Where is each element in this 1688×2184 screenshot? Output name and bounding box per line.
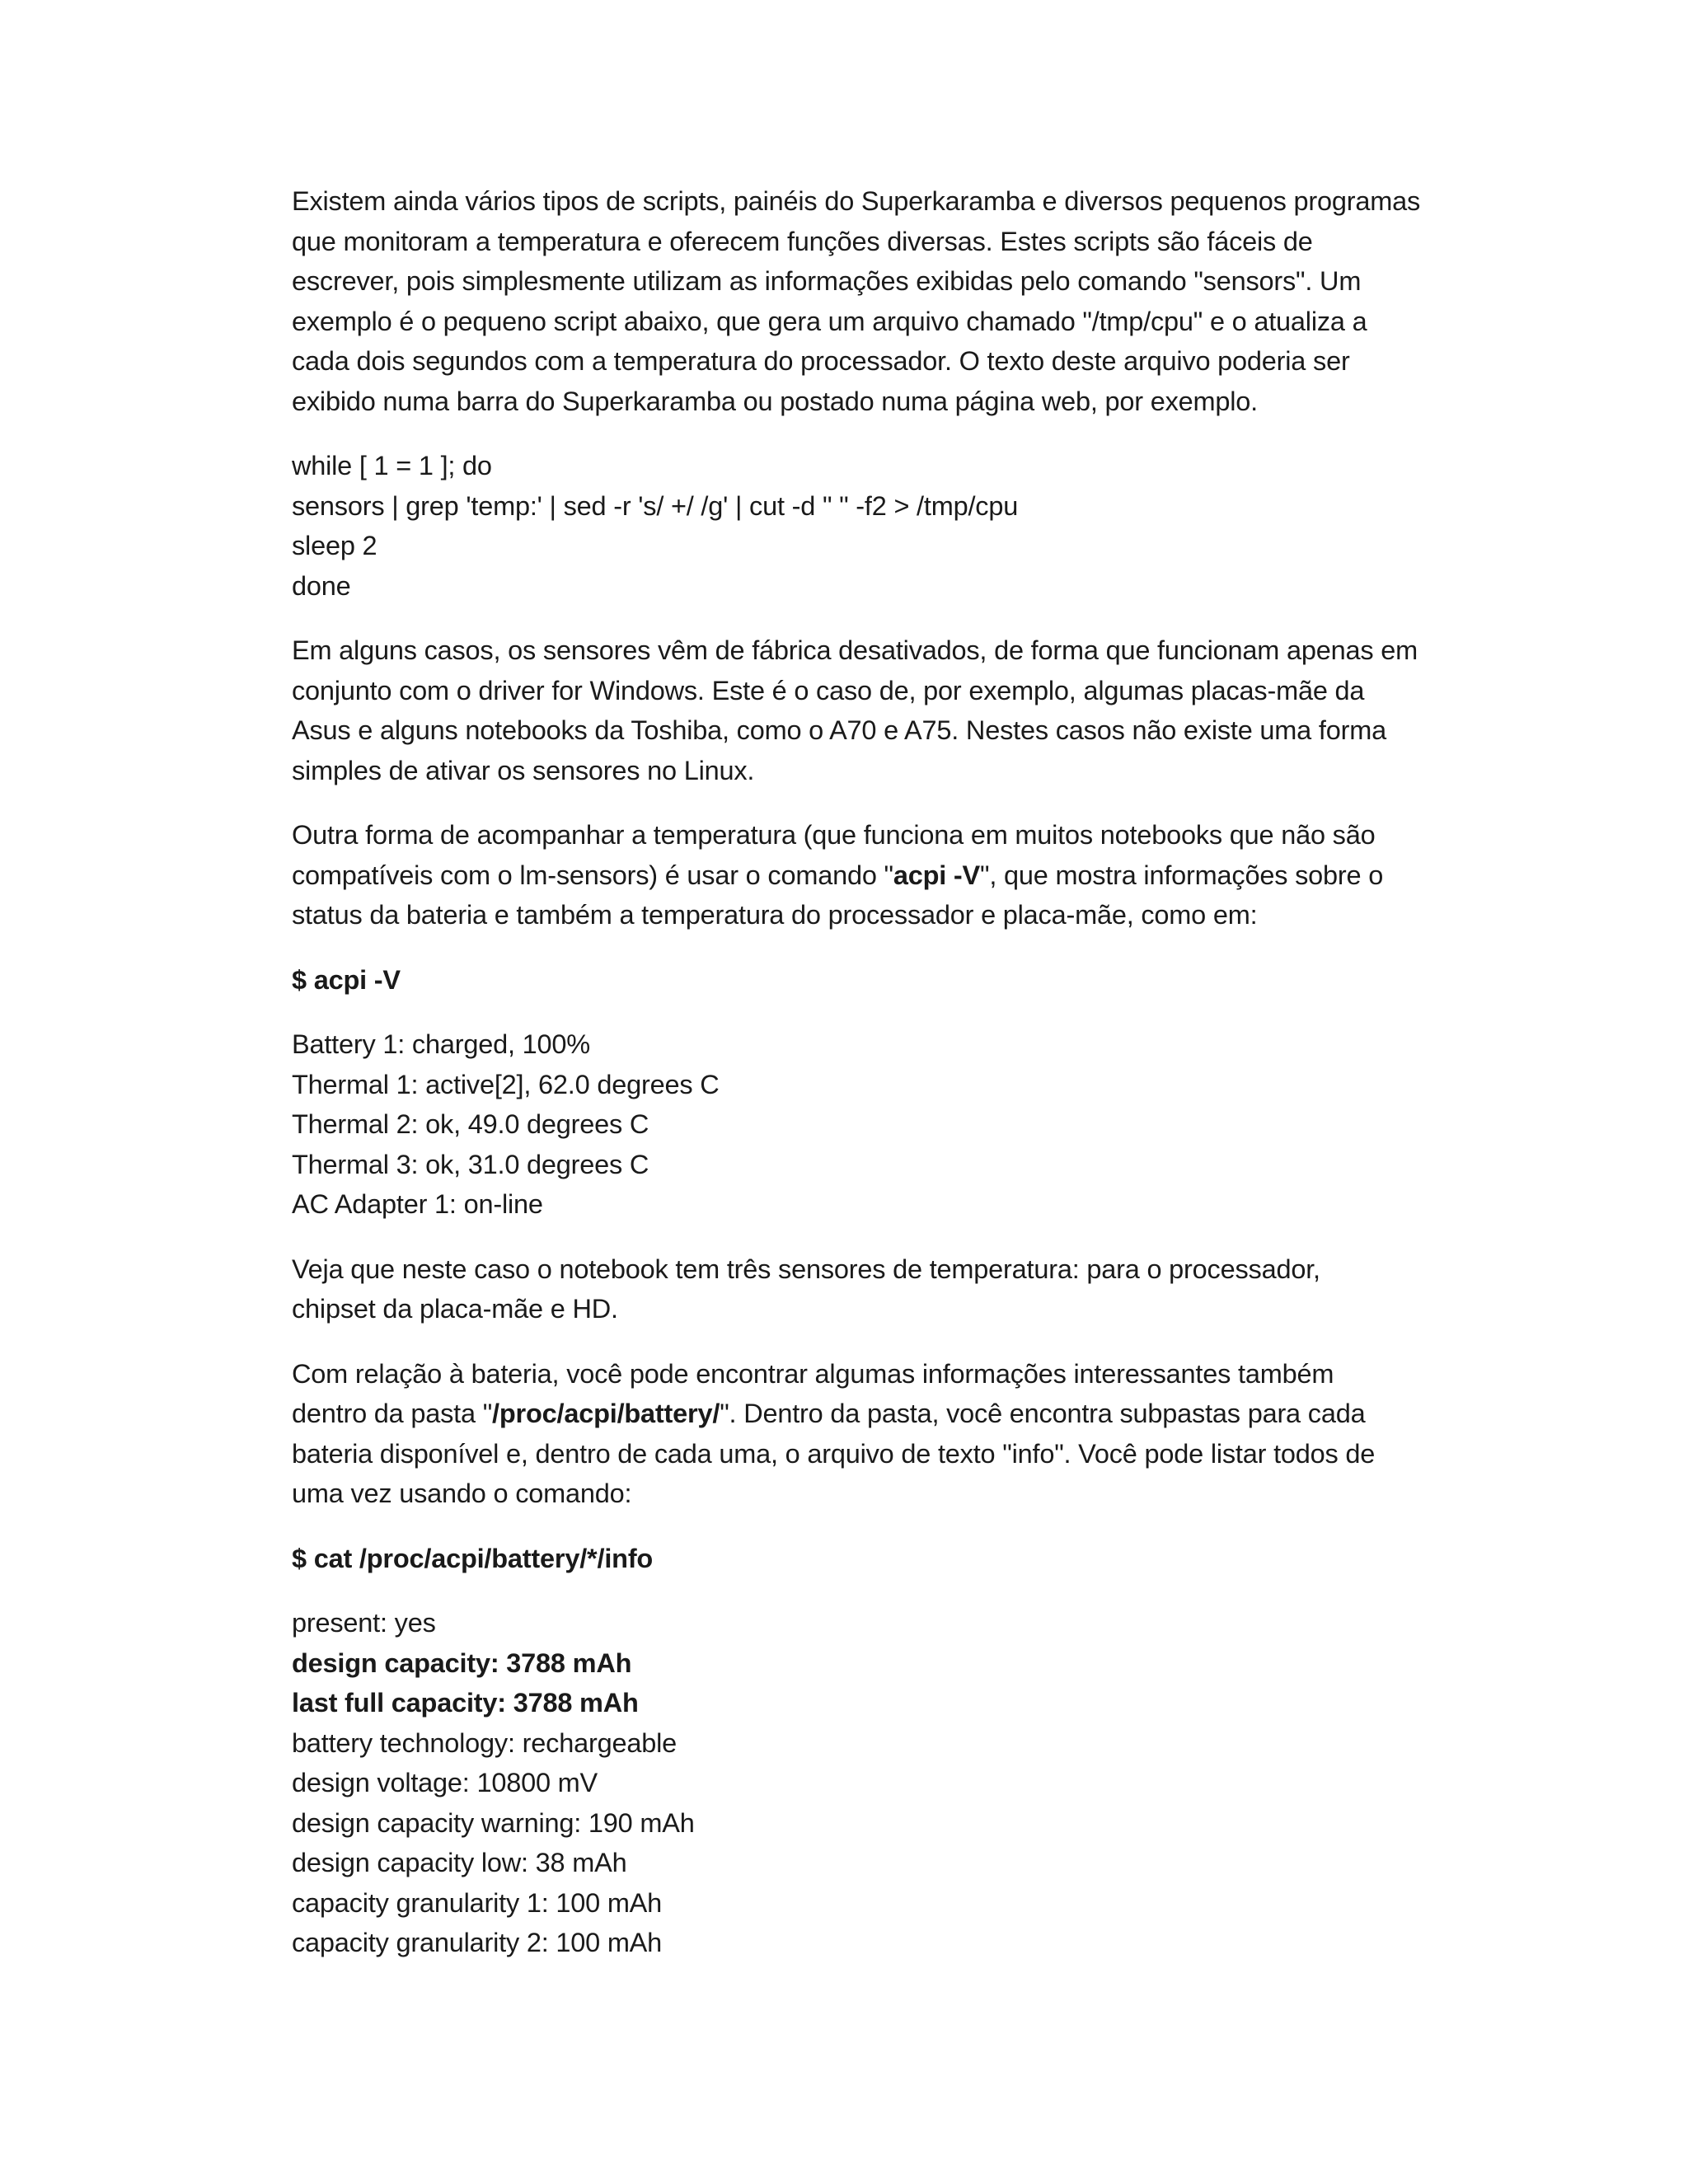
text-line: bateria disponível e, dentro de cada uma, o arquivo de texto "info". Você pode listar todos de (292, 1438, 1376, 1469)
output-line: capacity granularity 1: 100 mAh (292, 1887, 663, 1918)
output-line-bold: design capacity: 3788 mAh (292, 1647, 632, 1678)
text-line: escrever, pois simplesmente utilizam as informações exibidas pelo comando "sensors". Um (292, 266, 1362, 296)
text-line (292, 855, 1413, 896)
text-line: Outra forma de acompanhar a temperatura (que funciona em muitos notebooks que não são (292, 820, 1376, 850)
text-segment: compatíveis com o lm-sensors) é usar o comando " (292, 860, 893, 890)
code-line: done (292, 570, 351, 601)
text-line: cada dois segundos com a temperatura do processador. O texto deste arquivo poderia ser (292, 346, 1350, 376)
command-line: $ acpi -V (292, 964, 401, 995)
text-segment: ", que mostra informações sobre o (980, 860, 1384, 890)
text-line: status da bateria e também a temperatura do processador e placa-mãe, como em: (292, 900, 1258, 930)
battery-info-output (292, 1603, 1413, 1963)
inline-command: acpi -V (893, 860, 981, 890)
code-line: sensors | grep 'temp:' | sed -r 's/ +/ /g' | cut -d " " -f2 > /tmp/cpu (292, 490, 1019, 521)
text-line: chipset da placa-mãe e HD. (292, 1294, 618, 1324)
text-line: Em alguns casos, os sensores vêm de fábrica desativados, de forma que funcionam apenas em (292, 635, 1418, 665)
text-line: Existem ainda vários tipos de scripts, painéis do Superkaramba e diversos pequenos programas (292, 186, 1420, 216)
command-acpi (292, 960, 1413, 1001)
paragraph-scripts-intro (292, 181, 1420, 421)
text-line: simples de ativar os sensores no Linux. (292, 755, 755, 785)
output-line: capacity granularity 2: 100 mAh (292, 1928, 663, 1957)
output-line: design capacity warning: 190 mAh (292, 1807, 695, 1838)
script-code-block (292, 446, 1413, 606)
paragraph-acpi-intro (292, 815, 1413, 935)
output-line-bold: last full capacity: 3788 mAh (292, 1688, 639, 1718)
code-line: while [ 1 = 1 ]; do (292, 451, 492, 480)
paragraph-disabled-sensors (292, 630, 1418, 790)
output-line: battery technology: rechargeable (292, 1727, 677, 1758)
output-line: Thermal 1: active[2], 62.0 degrees C (292, 1069, 720, 1099)
code-line: sleep 2 (292, 531, 377, 560)
text-line: Com relação à bateria, você pode encontrar algumas informações interessantes também (292, 1358, 1334, 1389)
text-line (292, 1394, 1413, 1434)
command-line: $ cat /proc/acpi/battery/*/info (292, 1543, 654, 1573)
text-line: que monitoram a temperatura e oferecem funções diversas. Estes scripts são fáceis de (292, 226, 1313, 256)
command-cat-battery (292, 1539, 1413, 1579)
inline-path: /proc/acpi/battery/ (492, 1399, 720, 1428)
text-segment: ". Dentro da pasta, você encontra subpastas para cada (720, 1399, 1366, 1428)
output-line: Thermal 3: ok, 31.0 degrees C (292, 1149, 649, 1179)
output-line: Thermal 2: ok, 49.0 degrees C (292, 1109, 649, 1139)
text-line: uma vez usando o comando: (292, 1479, 632, 1508)
paragraph-three-sensors (292, 1249, 1413, 1329)
document-page (292, 181, 1420, 1963)
output-line: AC Adapter 1: on-line (292, 1189, 543, 1219)
output-line: present: yes (292, 1608, 436, 1638)
text-line: Asus e alguns notebooks da Toshiba, como o A70 e A75. Nestes casos não existe uma forma (292, 715, 1386, 745)
text-line: exemplo é o pequeno script abaixo, que gera um arquivo chamado "/tmp/cpu" e o atualiza a (292, 306, 1367, 336)
output-line: design voltage: 10800 mV (292, 1768, 598, 1797)
output-line: Battery 1: charged, 100% (292, 1029, 590, 1059)
text-segment: dentro da pasta " (292, 1399, 493, 1428)
text-line: conjunto com o driver for Windows. Este é o caso de, por exemplo, algumas placas-mãe da (292, 675, 1365, 705)
output-line: design capacity low: 38 mAh (292, 1848, 627, 1877)
text-line: exibido numa barra do Superkaramba ou postado numa página web, por exemplo. (292, 386, 1258, 416)
text-line: Veja que neste caso o notebook tem três sensores de temperatura: para o processador, (292, 1254, 1320, 1284)
acpi-output-block (292, 1024, 1413, 1225)
paragraph-battery-info (292, 1354, 1413, 1514)
